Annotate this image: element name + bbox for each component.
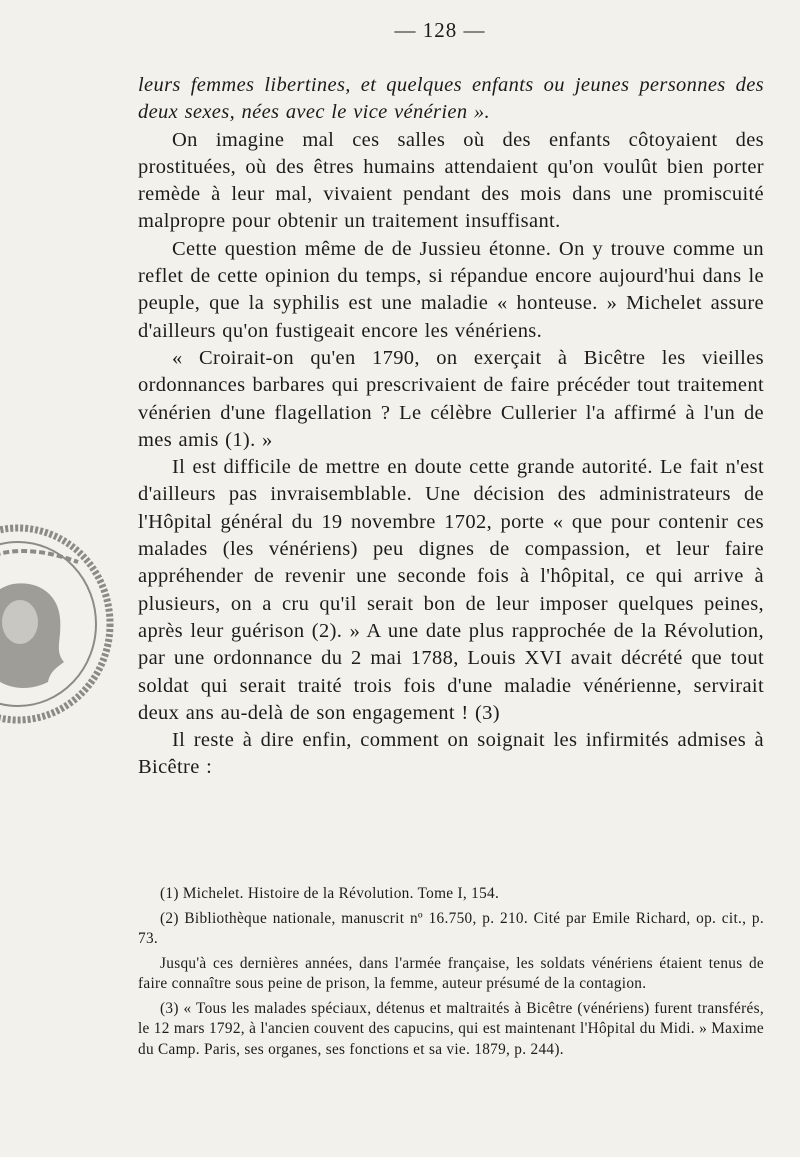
footnotes <box>138 884 764 1064</box>
paragraph: On imagine mal ces salles où des enfants côtoyaient des prostituées, où des êtres humains attendaient qu'on voulût bien porter remède à leur mal, vivaient pendant des mois dans une promiscuité malpropre pour obtenir un traitement insuffisant. <box>138 128 764 233</box>
paragraph-continuation: leurs femmes libertines, et quelques enfants ou jeunes personnes des deux sexes, nées avec le vice vénérien ». <box>138 74 764 124</box>
footnote-2-continuation: Jusqu'à ces dernières années, dans l'armée française, les soldats vénériens étaient tenus de faire connaître sous peine de prison, la femme, auteur présumé de la contagion. <box>138 954 764 992</box>
library-stamp-profile-icon <box>0 522 130 727</box>
footnote-2: (2) Bibliothèque nationale, manuscrit nº 16.750, p. 210. Cité par Emile Richard, op. cit., p. 73. <box>138 909 764 947</box>
page-number: — 128 — <box>394 18 486 42</box>
paragraph: Il reste à dire enfin, comment on soignait les infirmités admises à Bicêtre : <box>138 729 764 779</box>
main-text <box>138 72 764 782</box>
paragraph: Cette question même de de Jussieu étonne. On y trouve comme un reflet de cette opinion du temps, si répandue encore aujourd'hui dans le peuple, que la syphilis est une maladie « honteuse. » Michelet assure d'ailleurs qu'on fustigeait encore les vénériens. <box>138 237 764 342</box>
footnote-1: (1) Michelet. Histoire de la Révolution. Tome I, 154. <box>160 885 500 902</box>
footnote-3: (3) « Tous les malades spéciaux, détenus et maltraités à Bicêtre (vénériens) furent transférés, le 12 mars 1792, à l'ancien couvent des capucins, qui est maintenant l'Hôpital du Midi. » Maxime du Camp. Paris, ses organes, ses fonctions et sa vie. 1879, p. 244). <box>138 999 764 1058</box>
paragraph: Il est difficile de mettre en doute cette grande autorité. Le fait n'est d'ailleurs pas invraisemblable. Une décision des administrateurs de l'Hôpital général du 19 novembre 1702, porte « que pour contenir ces malades (les vénériens) peu dignes de compassion, et leur faire appréhender de revenir une seconde fois à l'hôpital, ce qui arrive à plusieurs, on a cru qu'il serait bon de leur imposer quelques peines, après leur guérison (2). » A une date plus rapprochée de la Révolution, par une ordonnance du 2 mai 1788, Louis XVI avait décrété que tout soldat qui serait traité trois fois d'une maladie vénérienne, servirait deux ans au-delà de son engagement ! (3) <box>138 456 764 724</box>
paragraph-quote: « Croirait-on qu'en 1790, on exerçait à Bicêtre les vieilles ordonnances barbares qui prescrivaient de faire précéder tout traitement vénérien d'une flagellation ? Le célèbre Cullerier l'a affirmé à l'un de mes amis (1). » <box>138 346 764 451</box>
